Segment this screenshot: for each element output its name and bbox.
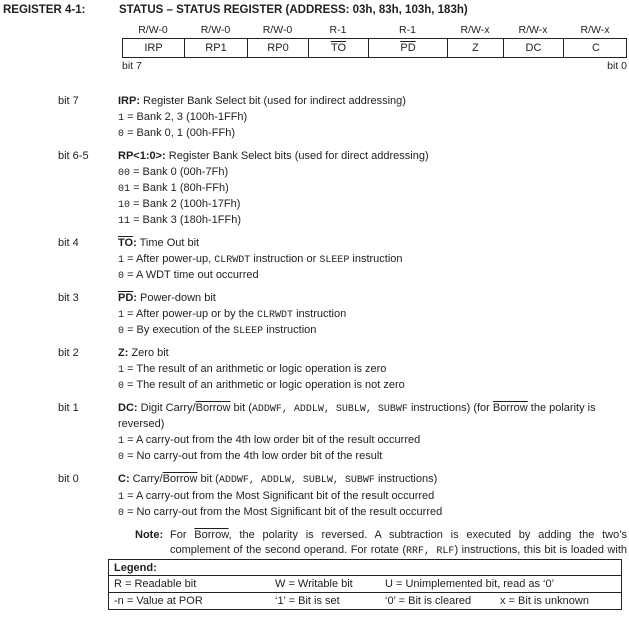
bit-section-3 (0, 291, 629, 339)
text-segment: 1 (118, 310, 125, 321)
access-label: R/W-0 (262, 24, 293, 36)
legend-cell: ‘1’ = Bit is set (275, 595, 340, 607)
text-segment: RP1 (205, 42, 227, 54)
text-segment: RP<1:0>: (118, 150, 166, 162)
text-segment: instructions) (for (407, 402, 493, 414)
bit-value-line (118, 433, 627, 449)
bit-body (118, 401, 627, 465)
text-segment: DC (525, 42, 542, 54)
text-segment: $\overline{PD}$ (400, 42, 416, 54)
bit-section-6-5 (0, 149, 629, 229)
text-segment: Borrow (162, 473, 198, 485)
bit-description (118, 291, 627, 306)
bit-cell (369, 39, 448, 57)
text-segment: DC: (118, 402, 138, 414)
text-segment: 11 (118, 216, 131, 227)
text-segment: 10 (118, 200, 131, 211)
text-segment: = The result of an arithmetic or logic operation is not zero (124, 379, 405, 391)
text-segment: Borrow (195, 402, 231, 414)
text-segment: C (592, 42, 600, 54)
bit-section-4 (0, 236, 629, 284)
text-segment: IRP (144, 42, 163, 54)
text-segment: 0 (118, 452, 125, 463)
bit-range-label: bit 2 (58, 347, 79, 359)
legend-cell: W = Writable bit (275, 578, 353, 590)
text-segment: Time Out bit (136, 237, 200, 249)
legend-box (108, 559, 622, 610)
text-segment: For (170, 529, 195, 541)
text-segment: = Bank 0 (00h-7Fh) (130, 166, 229, 178)
bit-value-line (118, 181, 627, 197)
legend-cell: -n = Value at POR (114, 595, 203, 607)
text-segment: = No carry-out from the Most Significant bit of the result occurred (124, 506, 443, 518)
text-segment: IRP: (118, 95, 140, 107)
bit-number-row (122, 60, 627, 72)
text-segment: Digit Carry/ (137, 402, 196, 414)
bit7-label: bit 7 (122, 60, 142, 72)
legend-cell: ‘0’ = Bit is cleared (385, 595, 472, 607)
text-segment: = A WDT time out occurred (124, 269, 259, 281)
legend-cell: R = Readable bit (114, 578, 197, 590)
text-segment: C: (118, 473, 130, 485)
bit-value-line (118, 378, 627, 394)
bit-body (118, 94, 627, 142)
bit-body (118, 236, 627, 284)
bit-description (118, 472, 627, 488)
legend-row (109, 593, 621, 609)
bit-value-line (118, 110, 627, 126)
bit-cell (185, 39, 248, 57)
legend-cell: x = Bit is unknown (500, 595, 589, 607)
text-segment: 0 (118, 271, 125, 282)
text-segment: 00 (118, 168, 131, 179)
bit-description (118, 149, 627, 164)
text-segment: ADDWF, ADDLW, SUBLW, SUBWF (218, 475, 375, 486)
text-segment: bit ( (230, 402, 252, 414)
access-label: R/W-0 (138, 24, 168, 36)
text-segment: RRF, RLF (405, 546, 455, 557)
bit-range-label: bit 0 (58, 473, 79, 485)
text-segment: = By execution of the (124, 324, 234, 336)
text-segment: 0 (118, 508, 125, 519)
text-segment: Zero bit (128, 347, 169, 359)
text-segment: $\overline{TO}$ (118, 237, 134, 249)
bit-description (118, 236, 627, 251)
text-segment: = Bank 2, 3 (100h-1FFh) (124, 111, 248, 123)
text-segment: = Bank 1 (80h-FFh) (130, 182, 229, 194)
text-segment: bit ( (197, 473, 219, 485)
bit-value-line (118, 197, 627, 213)
bit-cell-row (122, 38, 627, 58)
bit-section-2 (0, 346, 629, 394)
text-segment: CLRWDT (214, 255, 251, 266)
text-segment: SLEEP (319, 255, 350, 266)
bit-value-line (118, 126, 627, 142)
text-segment: instruction or (250, 253, 320, 265)
legend-row (109, 576, 621, 593)
bit-value-line (118, 307, 627, 323)
text-segment: instruction (349, 253, 403, 265)
bit-value-line (118, 252, 627, 268)
text-segment: Carry/ (129, 473, 163, 485)
bit-cell (448, 39, 504, 57)
text-segment: Power-down bit (136, 292, 216, 304)
bit-description (118, 94, 627, 109)
text-segment: 0 (118, 326, 125, 337)
access-label: R/W-x (580, 24, 610, 36)
text-segment: Z (472, 42, 479, 54)
text-segment: 1 (118, 113, 125, 124)
bit-cell (248, 39, 309, 57)
text-segment: = The result of an arithmetic or logic operation is zero (124, 363, 387, 375)
text-segment: 1 (118, 255, 125, 266)
text-segment: 1 (118, 436, 125, 447)
bit-value-line (118, 165, 627, 181)
register-number-label: REGISTER 4-1: (3, 4, 86, 16)
bit-cell (564, 39, 628, 57)
bit-range-label: bit 7 (58, 95, 79, 107)
text-segment: 0 (118, 129, 125, 140)
text-segment: instruction (293, 308, 347, 320)
access-label: R/W-x (518, 24, 548, 36)
bit-section-1 (0, 401, 629, 465)
text-segment: = Bank 3 (180h-1FFh) (130, 214, 241, 226)
text-segment: = Bank 0, 1 (00h-FFh) (124, 127, 235, 139)
text-segment: Borrow (194, 529, 229, 541)
access-label: R-1 (399, 24, 416, 36)
bit-range-label: bit 4 (58, 237, 79, 249)
bit-section-0 (0, 472, 629, 521)
bit-descriptions (0, 94, 629, 574)
bit-cell (123, 39, 185, 57)
bit-value-line (118, 268, 627, 284)
text-segment: Borrow (492, 402, 528, 414)
bit-description (118, 346, 627, 361)
bit-cell (504, 39, 564, 57)
text-segment: = A carry-out from the Most Significant bit of the result occurred (124, 490, 435, 502)
text-segment: = Bank 2 (100h-17Fh) (130, 198, 241, 210)
bit-value-line (118, 362, 627, 378)
text-segment: : (133, 292, 137, 304)
text-segment: Z: (118, 347, 129, 359)
text-segment: the polarity is reversed) (118, 402, 596, 430)
bit0-label: bit 0 (607, 60, 627, 72)
bit-value-line (118, 213, 627, 229)
access-label: R/W-x (460, 24, 490, 36)
text-segment: $\overline{TO}$ (330, 42, 347, 54)
bit-body (118, 291, 627, 339)
bit-body (118, 472, 627, 521)
legend-cell: U = Unimplemented bit, read as ‘0’ (385, 578, 555, 590)
text-segment: = After power-up or by the (124, 308, 258, 320)
text-segment: instruction (263, 324, 317, 336)
register-bitfield-table (122, 24, 627, 72)
register-title: STATUS – STATUS REGISTER (ADDRESS: 03h, 83h, 103h, 183h) (119, 4, 468, 16)
text-segment: 1 (118, 492, 125, 503)
bit-value-line (118, 323, 627, 339)
access-label: R-1 (329, 24, 347, 36)
text-segment: ADDWF, ADDLW, SUBLW, SUBWF (251, 404, 408, 415)
note-label: Note: (135, 529, 164, 541)
text-segment: $\overline{PD}$ (118, 292, 134, 304)
text-segment: 0 (118, 381, 125, 392)
text-segment: CLRWDT (257, 310, 294, 321)
text-segment: SLEEP (233, 326, 264, 337)
text-segment: ) instructions, this bit is loaded with (454, 544, 627, 556)
text-segment: 1 (118, 365, 125, 376)
text-segment: 01 (118, 184, 131, 195)
text-segment: = A carry-out from the 4th low order bit of the result occurred (124, 434, 421, 446)
text-segment: : (133, 237, 137, 249)
bit-value-line (118, 449, 627, 465)
bit-cell (309, 39, 369, 57)
bit-range-label: bit 1 (58, 402, 79, 414)
bit-description (118, 401, 627, 432)
text-segment: instructions) (374, 473, 438, 485)
bit-body (118, 149, 627, 229)
bit-body (118, 346, 627, 394)
bit-range-label: bit 3 (58, 292, 79, 304)
text-segment: RP0 (267, 42, 289, 54)
text-segment: = After power-up, (124, 253, 215, 265)
bit-range-label: bit 6-5 (58, 150, 89, 162)
text-segment: = No carry-out from the 4th low order bit of the result (124, 450, 383, 462)
access-type-row (122, 24, 627, 37)
bit-value-line (118, 505, 627, 521)
legend-title: Legend: (109, 560, 621, 576)
text-segment: Register Bank Select bits (used for direct addressing) (165, 150, 429, 162)
access-label: R/W-0 (200, 24, 231, 36)
bit-section-7 (0, 94, 629, 142)
text-segment: Register Bank Select bit (used for indirect addressing) (140, 95, 406, 107)
bit-value-line (118, 489, 627, 505)
text-segment: , the polarity is reversed. A subtraction is executed by adding the two’s complement of the second operand. For rotate ( (170, 529, 627, 556)
